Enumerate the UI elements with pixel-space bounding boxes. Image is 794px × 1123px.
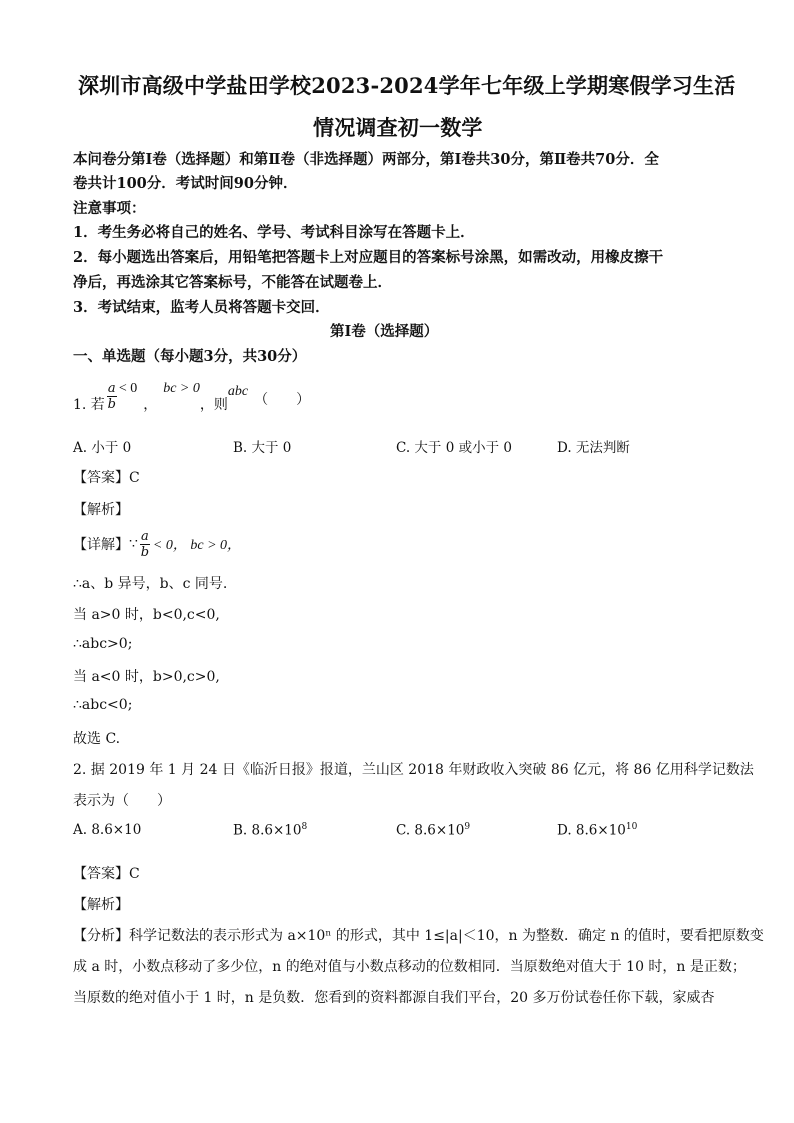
q1-detail-tag: 【详解】 [73,537,129,553]
question-1-stem [73,376,310,416]
q2-option-c-base: C. 8.6×10 [396,822,465,839]
doc-title-line1: 深圳市高级中学盐田学校2023-2024学年七年级上学期寒假学习生活 [78,73,736,98]
notice-heading: 注意事项： [73,200,146,217]
q2-fenxi-tag: 【分析】 [73,928,129,944]
q1-option-a: A. 小于 0 [73,440,132,456]
q1-line-3: ∴abc>0; [73,636,133,652]
q1-then: ，则 [199,397,228,413]
doc-title-line2: 情况调查初一数学 [313,115,483,140]
q1-option-b: B. 大于 0 [233,440,292,456]
part1-title: 第Ⅰ卷（选择题） [330,323,439,340]
q2-option-b-exp: 8 [301,822,308,832]
q1-comma: ， [143,397,158,413]
q1-frac-den: b [107,396,116,412]
q2-answer-value: C [129,866,140,882]
q2-option-b-base: B. 8.6×10 [233,822,302,839]
question-2-line1: 2. 据 2019 年 1 月 24 日《临沂日报》报道，兰山区 2018 年财政收入突破 86 亿元，将 86 亿用科学记数法 [73,762,754,778]
q2-fenxi-line3: 当原数的绝对值小于 1 时，n 是负数．您看到的资料都源自我们平台，20 多万份试卷任你下载，家威杏 [73,990,715,1006]
notice-item-2b: 净后，再选涂其它答案标号，不能答在试题卷上． [73,274,392,291]
q1-line-2: 当 a>0 时，b<0,c<0, [73,607,220,623]
intro-line2: 卷共计100分．考试时间90分钟． [73,175,298,192]
q1-detail-frac-den: b [140,544,150,560]
notice-item-3: 3．考试结束，监考人员将答题卡交回． [73,299,330,316]
q1-paren: （ ） [254,392,311,408]
q2-option-d [557,822,637,839]
q1-line-5: ∴abc<0; [73,697,133,713]
q2-fenxi-line1 [73,925,764,945]
q2-option-b [233,822,307,839]
notice-item-1: 1．考生务必将自己的姓名、学号、考试科目涂写在答题卡上． [73,224,475,241]
section-heading: 一、单选题（每小题3分，共30分） [73,348,307,365]
q2-option-c-exp: 9 [464,822,471,832]
q2-analysis-tag: 【解析】 [73,897,129,913]
q1-answer [73,467,140,487]
q2-answer-tag: 【答案】 [73,866,129,882]
notice-item-2a: 2．每小题选出答案后，用铅笔把答题卡上对应题目的答案标号涂黑，如需改动，用橡皮擦干 [73,249,664,266]
q2-fenxi-text1: 科学记数法的表示形式为 a×10ⁿ 的形式，其中 1≤|a|＜10，n 为整数．确定 n 的值时，要看把原数变 [129,928,764,944]
q1-lt0: < 0 [118,381,138,396]
q2-option-d-base: D. 8.6×10 [557,822,626,839]
q1-detail-fraction [140,530,150,559]
q2-option-c [396,822,470,839]
q1-detail [73,526,241,562]
q1-frac-num: a [107,380,116,396]
q1-option-d: D. 无法判断 [557,440,630,456]
q1-cond2: bc > 0 [163,381,200,396]
q2-option-d-exp: 10 [625,822,638,832]
intro-line1: 本问卷分第Ⅰ卷（选择题）和第Ⅱ卷（非选择题）两部分，第Ⅰ卷共30分，第Ⅱ卷共70分．全 [73,151,659,168]
q1-expr: abc [227,384,249,399]
q1-answer-tag: 【答案】 [73,470,129,486]
q1-detail-cond: < 0， bc > 0， [152,538,242,553]
q1-option-c: C. 大于 0 或小于 0 [396,440,512,456]
q2-option-a: A. 8.6×10 [73,822,142,838]
q1-detail-because: ∵ [129,536,138,552]
q1-fraction [107,382,117,411]
q1-analysis-tag: 【解析】 [73,502,129,518]
question-2-line2: 表示为（ ） [73,793,171,809]
q1-prefix: 1. 若 [73,397,105,413]
q1-line-6: 故选 C. [73,731,121,747]
q1-line-4: 当 a<0 时，b>0,c>0, [73,669,220,685]
q2-answer [73,863,140,883]
q1-line-1: ∴a、b 异号，b、c 同号. [73,576,228,592]
q2-fenxi-line2: 成 a 时，小数点移动了多少位，n 的绝对值与小数点移动的位数相同．当原数绝对值大于 10 时，n 是正数； [73,959,746,975]
q1-detail-frac-num: a [141,528,149,544]
q1-answer-value: C [129,470,140,486]
